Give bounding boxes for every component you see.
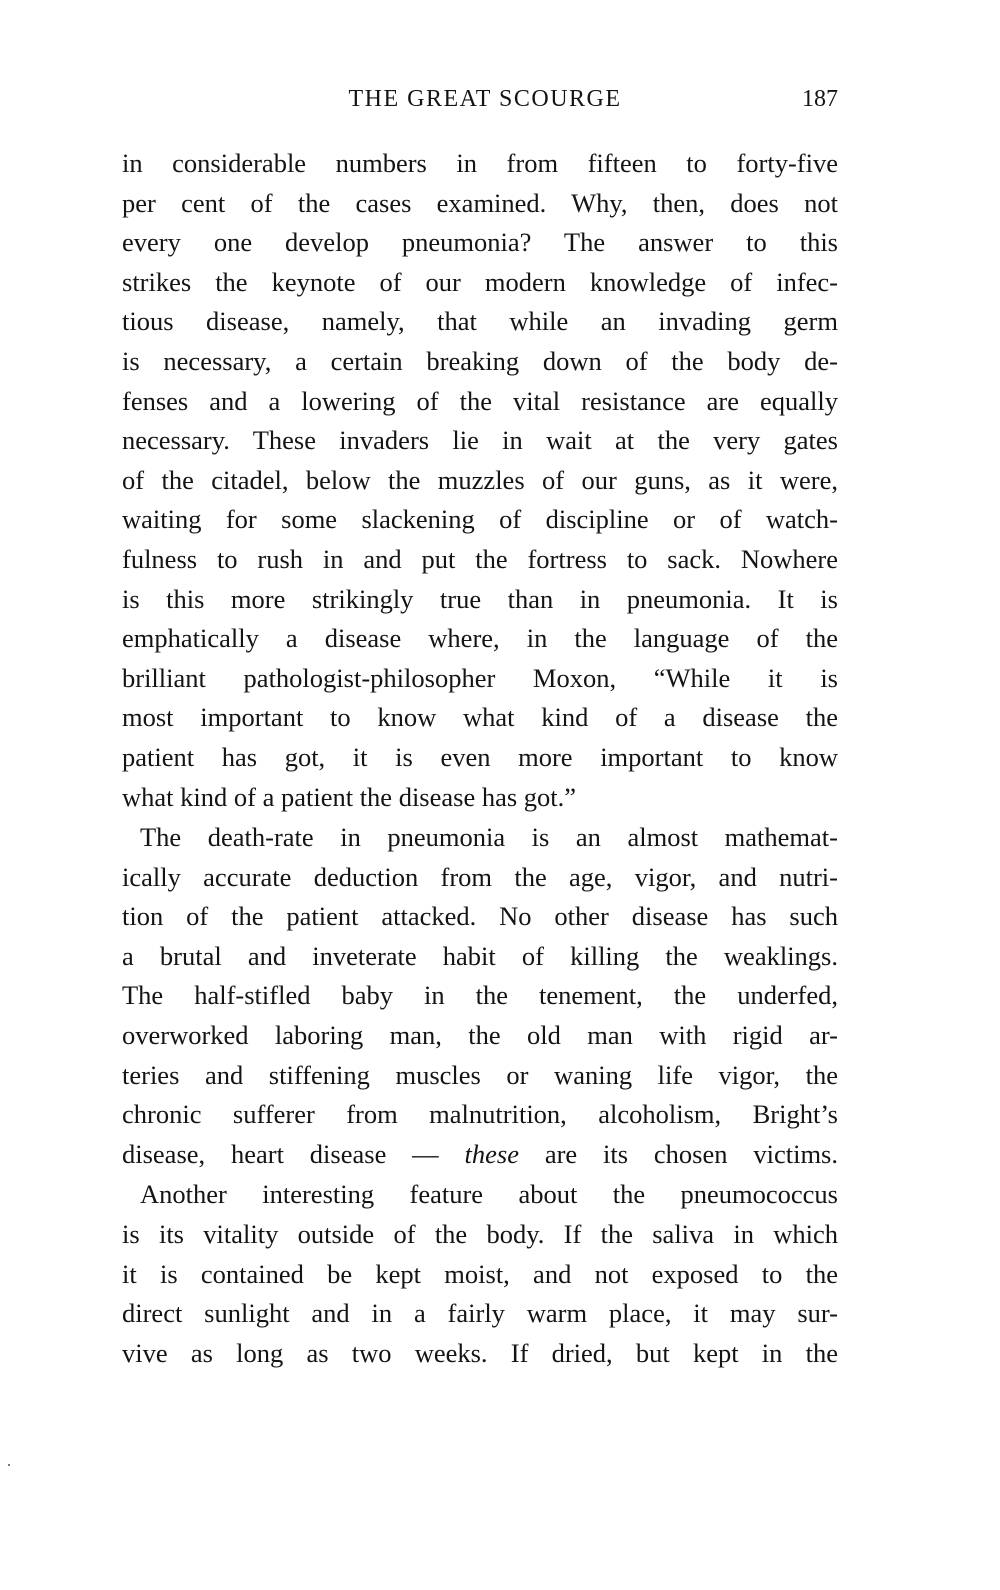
text-line: strikes the keynote of our modern knowledge of infec- (122, 266, 838, 297)
text-line: most important to know what kind of a disease the (122, 702, 838, 733)
body-text (122, 146, 838, 1375)
text-line: overworked laboring man, the old man with rigid ar- (122, 1020, 838, 1051)
text-line: Another interesting feature about the pneumococcus (140, 1179, 838, 1210)
text-line: what kind of a patient the disease has got.” (122, 781, 577, 812)
text-line: vive as long as two weeks. If dried, but kept in the (122, 1337, 838, 1368)
text-line: teries and stiffening muscles or waning life vigor, the (122, 1059, 838, 1090)
text-line: a brutal and inveterate habit of killing the weaklings. (122, 940, 838, 971)
text-line: brilliant pathologist-philosopher Moxon, “While it is (122, 662, 838, 693)
text-line: The death-rate in pneumonia is an almost mathemat- (140, 822, 838, 853)
text-line: patient has got, it is even more important to know (122, 741, 838, 772)
page-header (122, 86, 838, 122)
scan-speck (8, 1464, 10, 1466)
text-line: emphatically a disease where, in the language of the (122, 623, 838, 654)
text-line: per cent of the cases examined. Why, then, does not (122, 187, 838, 218)
text-line: is its vitality outside of the body. If the saliva in which (122, 1219, 838, 1250)
page-number: 187 (802, 86, 838, 112)
text-segment: disease, heart disease — (122, 1138, 465, 1169)
text-line: in considerable numbers in from fifteen to forty-five (122, 148, 838, 178)
text-line: is necessary, a certain breaking down of the body de- (122, 345, 838, 376)
text-line: direct sunlight and in a fairly warm place, it may sur- (122, 1298, 838, 1329)
text-line: ically accurate deduction from the age, vigor, and nutri- (122, 861, 838, 892)
text-line: tion of the patient attacked. No other disease has such (122, 901, 838, 932)
paragraph (122, 1177, 838, 1375)
paragraph (122, 146, 838, 819)
text-line (122, 1137, 838, 1177)
text-line: of the citadel, below the muzzles of our guns, as it were, (122, 464, 838, 495)
text-line: The half-stifled baby in the tenement, the underfed, (122, 980, 838, 1011)
text-line: fulness to rush in and put the fortress to sack. Nowhere (122, 543, 838, 574)
italic-emphasis: these (464, 1138, 519, 1169)
text-line: is this more strikingly true than in pneumonia. It is (122, 583, 838, 614)
text-line: waiting for some slackening of discipline or of watch- (122, 504, 838, 535)
text-line: chronic sufferer from malnutrition, alcoholism, Bright’s (122, 1099, 838, 1130)
text-line: fenses and a lowering of the vital resistance are equally (122, 385, 838, 416)
text-line: necessary. These invaders lie in wait at the very gates (122, 425, 838, 456)
paragraph (122, 820, 838, 1176)
running-title: THE GREAT SCOURGE (348, 86, 622, 112)
text-line: it is contained be kept moist, and not exposed to the (122, 1258, 838, 1289)
text-line: every one develop pneumonia? The answer to this (122, 227, 838, 258)
text-segment: are its chosen victims. (518, 1138, 838, 1169)
text-line: tious disease, namely, that while an invading germ (122, 306, 838, 337)
